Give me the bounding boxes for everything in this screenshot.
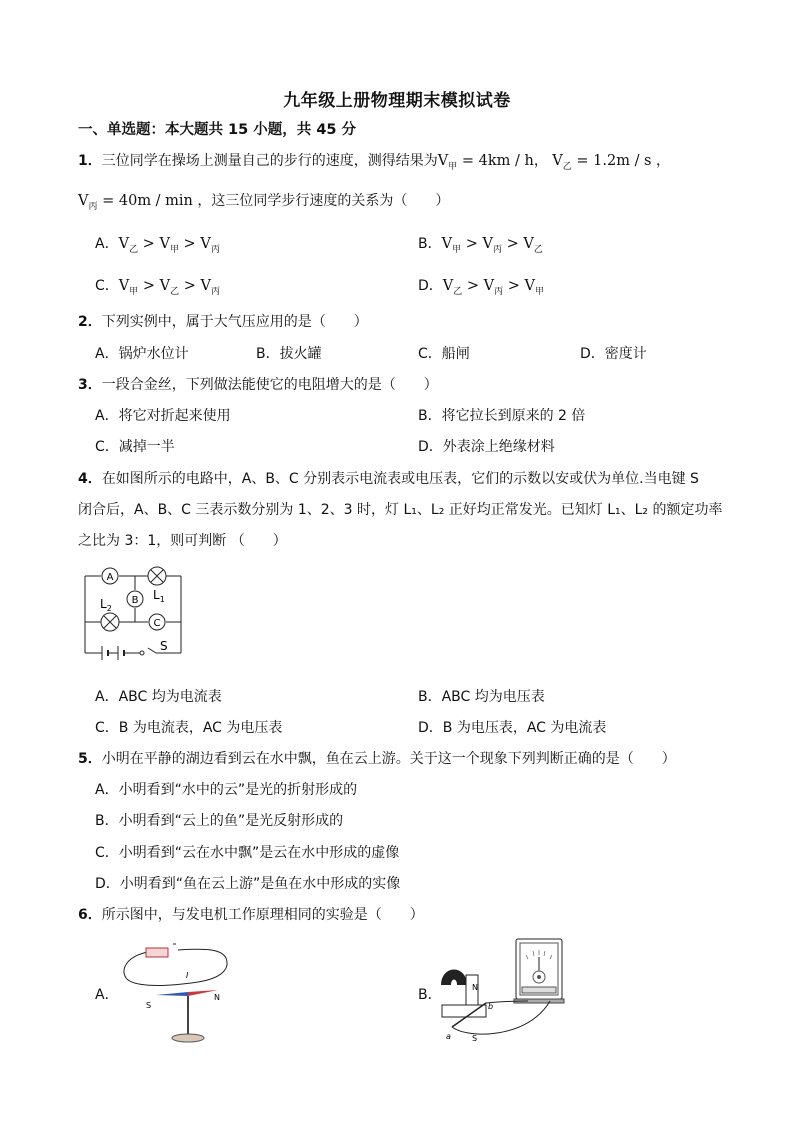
option-5a[interactable]: A．小明看到“水中的云”是光的折射形成的 <box>95 782 358 798</box>
conductor-a-label: a <box>446 1032 451 1041</box>
option-5c[interactable]: C．小明看到“云在水中飘”是云在水中形成的虚像 <box>95 845 400 861</box>
option-2d[interactable]: D．密度计 <box>580 346 647 362</box>
meter-b-label: B <box>131 595 139 606</box>
circuit-diagram <box>80 562 190 667</box>
option-4c[interactable]: C．B 为电流表，AC 为电压表 <box>95 720 283 736</box>
option-6a[interactable]: A． <box>95 987 119 1003</box>
question-3: 3．一段合金丝，下列做法能使它的电阻增大的是（ ） <box>78 377 438 393</box>
question-2: 2．下列实例中，属于大气压应用的是（ ） <box>78 314 368 330</box>
formula-v-yi: $V_乙 = 1.2m / s$ <box>552 153 652 172</box>
question-4-line3: 之比为 3：1，则可判断 （ ） <box>78 533 287 549</box>
formula-v-jia: $V_甲 = 4km / h$ <box>437 153 534 172</box>
lamp-l2-icon <box>101 613 119 631</box>
question-number: 1． <box>78 153 102 169</box>
conductor-b-label: b <box>488 1002 494 1011</box>
option-5d[interactable]: D．小明看到“鱼在云上游”是鱼在水中形成的实像 <box>95 876 401 892</box>
option-3b[interactable]: B．将它拉长到原来的 2 倍 <box>418 408 586 424</box>
lamp-l1-label: $L_1$ <box>153 588 165 604</box>
option-1c[interactable]: C．$V_甲 > V_乙 > V_丙$ <box>95 278 221 297</box>
option-1a[interactable]: A．$V_乙 > V_甲 > V_丙$ <box>95 236 220 255</box>
formula-v-bing: $V_丙 = 40m / \min$ <box>78 193 193 212</box>
magnet-s-label: S <box>472 1034 478 1043</box>
option-6b[interactable]: B． <box>418 987 442 1003</box>
needle-south-icon <box>156 992 188 996</box>
option-3a[interactable]: A．将它对折起来使用 <box>95 408 231 424</box>
option-1d[interactable]: D．$V_乙 > V_丙 > V_甲$ <box>418 278 545 297</box>
meter-a-label: A <box>106 572 114 583</box>
option-5b[interactable]: B．小明看到“云上的鱼”是光反射形成的 <box>95 813 344 829</box>
meter-c-label: C <box>153 618 161 629</box>
lamp-l2-label: $L_2$ <box>100 597 112 613</box>
option-2c[interactable]: C．船闸 <box>418 346 470 362</box>
question-1: 1．三位同学在操场上测量自己的步行的速度，测得结果为$V_甲 = 4km / h$， $V_乙 = 1.2m / s$ ， <box>78 153 670 172</box>
question-4-line2: 闭合后，A、B、C 三表示数分别为 1、2、3 时，灯 L₁、L₂ 正好均正常发光。已知灯 L₁、L₂ 的额定功率 <box>78 502 723 518</box>
option-2b[interactable]: B．拔火罐 <box>256 346 322 362</box>
option-3d[interactable]: D．外表涂上绝缘材料 <box>418 439 555 455</box>
option-1b[interactable]: B．$V_甲 > V_丙 > V_乙$ <box>418 236 543 255</box>
question-6: 6．所示图中，与发电机工作原理相同的实验是（ ） <box>78 907 424 923</box>
needle-s-label: S <box>146 1001 152 1010</box>
option-2a[interactable]: A．锅炉水位计 <box>95 346 189 362</box>
oersted-experiment-figure <box>118 938 238 1048</box>
induction-experiment-figure <box>438 935 578 1045</box>
option-4a[interactable]: A．ABC 均为电流表 <box>95 689 222 705</box>
battery-icon <box>146 948 168 957</box>
switch-label: S <box>160 639 168 653</box>
switch-contact-icon <box>140 651 144 655</box>
question-4: 4．在如图所示的电路中，A、B、C 分别表示电流表或电压表，它们的示数以安或伏为单位.当电键 S <box>78 471 699 487</box>
option-3c[interactable]: C．减掉一半 <box>95 439 175 455</box>
magnet-n-label: N <box>472 983 478 992</box>
option-4b[interactable]: B．ABC 均为电压表 <box>418 689 545 705</box>
lamp-l1-icon <box>148 567 166 585</box>
question-1-cont: $V_丙 = 40m / \min$ ，这三位同学步行速度的关系为（ ） <box>78 193 450 212</box>
current-label: I <box>186 971 189 980</box>
option-4d[interactable]: D．B 为电压表，AC 为电流表 <box>418 720 607 736</box>
section-heading: 一、单选题：本大题共 15 小题，共 45 分 <box>78 122 357 138</box>
page-title: 九年级上册物理期末模拟试卷 <box>283 91 511 111</box>
question-5: 5．小明在平静的湖边看到云在水中飘，鱼在云上游。关于这一个现象下列判断正确的是（ ） <box>78 751 676 767</box>
stand-base-icon <box>172 1034 204 1042</box>
needle-n-label: N <box>214 993 220 1002</box>
question-text: 三位同学在操场上测量自己的步行的速度，测得结果为 <box>101 153 438 169</box>
